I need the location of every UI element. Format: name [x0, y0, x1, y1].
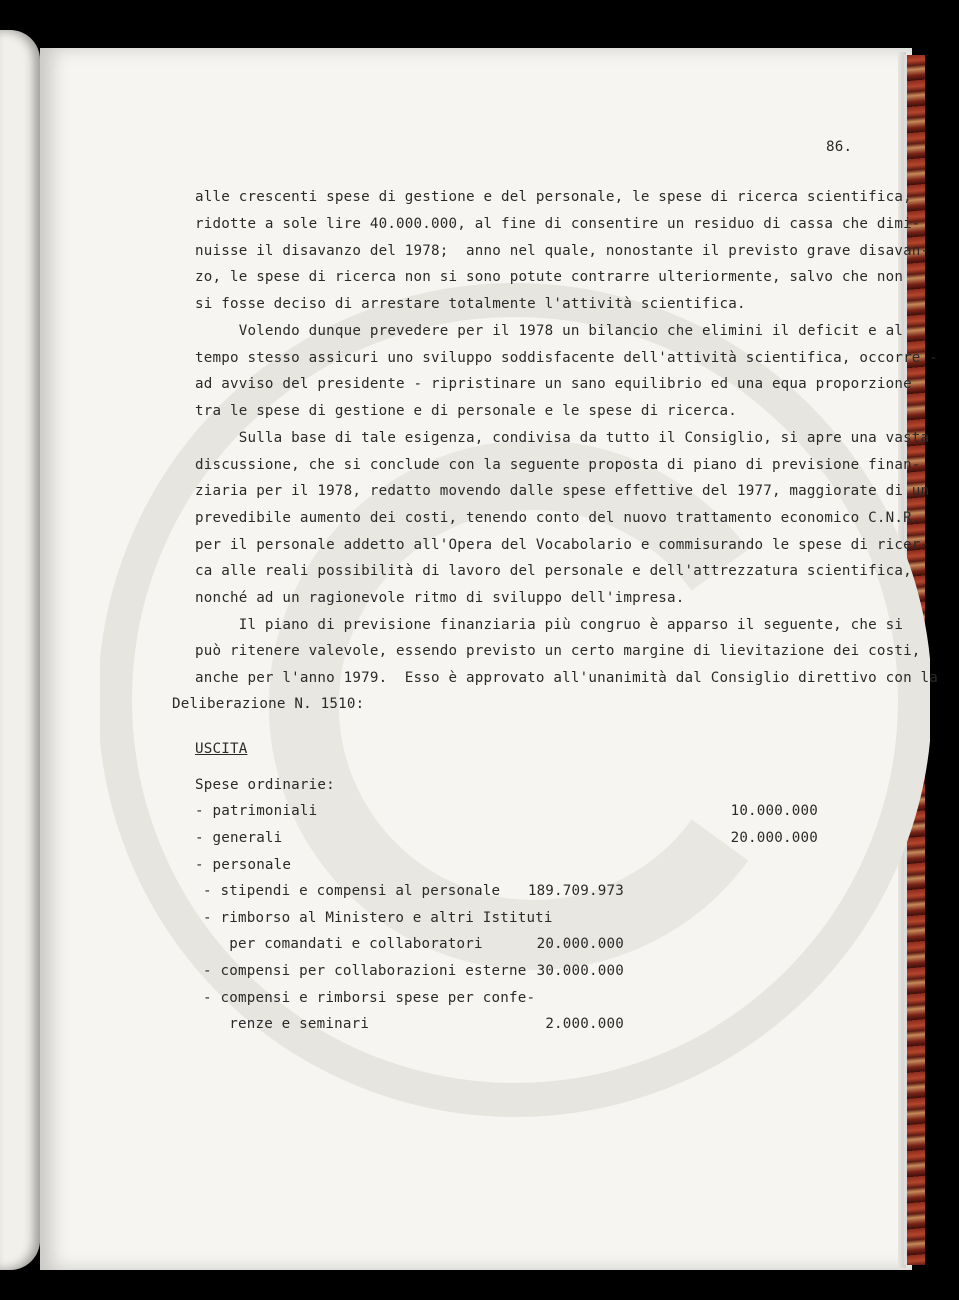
- expense-item-label: - personale: [195, 857, 292, 873]
- expense-item-label: - generali: [195, 830, 283, 846]
- text-line: si fosse deciso di arrestare totalmente l'attività scientifica.: [195, 296, 746, 312]
- text-line: zo, le spese di ricerca non si sono potute contrarre ulteriormente, salvo che non: [195, 269, 904, 285]
- text-line: ridotte a sole lire 40.000.000, al fine di consentire un residuo di cassa che dimi-: [195, 216, 921, 232]
- subitem-amount: 189.709.973: [527, 883, 624, 899]
- text-line: tempo stesso assicuri uno sviluppo soddisfacente dell'attività scientifica, occorre -: [195, 350, 939, 366]
- text-line: tra le spese di gestione e di personale e le spese di ricerca.: [195, 403, 737, 419]
- subitem-amount: 2.000.000: [545, 1016, 624, 1032]
- text-line: per il personale addetto all'Opera del Vocabolario e commisurando le spese di ricer-: [195, 537, 930, 553]
- text-line: ad avviso del presidente - ripristinare un sano equilibrio ed una equa proporzione: [195, 376, 912, 392]
- subitem-label: - compensi e rimborsi spese per confe-: [203, 990, 536, 1006]
- text-line: nuisse il disavanzo del 1978; anno nel quale, nonostante il previsto grave disavan-: [195, 243, 930, 259]
- subitem-label: - compensi per collaborazioni esterne: [203, 963, 527, 979]
- text-line: alle crescenti spese di gestione e del personale, le spese di ricerca scientifica,: [195, 189, 912, 205]
- text-line: ca alle reali possibilità di lavoro del personale e dell'attrezzatura scientifica,: [195, 563, 912, 579]
- marbled-book-edge: [904, 55, 925, 1265]
- text-line: anche per l'anno 1979. Esso è approvato all'unanimità dal Consiglio direttivo con la: [195, 670, 939, 686]
- text-line: nonché ad un ragionevole ritmo di sviluppo dell'impresa.: [195, 590, 685, 606]
- text-line: Volendo dunque prevedere per il 1978 un bilancio che elimini il deficit e al: [195, 323, 904, 339]
- subitem-label: renze e seminari: [203, 1016, 370, 1032]
- subitem-label: - stipendi e compensi al personale: [203, 883, 501, 899]
- left-page-edge: [0, 30, 40, 1270]
- text-line: discussione, che si conclude con la seguente proposta di piano di previsione finan-: [195, 457, 921, 473]
- expense-item-amount: 10.000.000: [730, 803, 818, 819]
- subitem-label: - rimborso al Ministero e altri Istituti: [203, 910, 553, 926]
- text-line: Sulla base di tale esigenza, condivisa da tutto il Consiglio, si apre una vasta: [195, 430, 930, 446]
- text-line: può ritenere valevole, essendo previsto un certo margine di lievitazione dei costi,: [195, 643, 921, 659]
- subitem-label: per comandati e collaboratori: [203, 936, 483, 952]
- subitem-amount: 30.000.000: [536, 963, 624, 979]
- spese-ordinarie-label: Spese ordinarie:: [195, 777, 335, 793]
- text-line: ziaria per il 1978, redatto movendo dalle spese effettive del 1977, maggiorate di un: [195, 483, 930, 499]
- text-line: Il piano di previsione finanziaria più congruo è apparso il seguente, che si: [195, 617, 904, 633]
- expense-item-amount: 20.000.000: [730, 830, 818, 846]
- subitem-amount: 20.000.000: [536, 936, 624, 952]
- section-title-uscita: USCITA: [195, 741, 248, 757]
- expense-item-label: - patrimoniali: [195, 803, 318, 819]
- text-line: prevedibile aumento dei costi, tenendo conto del nuovo trattamento economico C.N.R.: [195, 510, 921, 526]
- deliberazione-line: Deliberazione N. 1510:: [172, 696, 365, 712]
- page-number: 86.: [826, 139, 853, 155]
